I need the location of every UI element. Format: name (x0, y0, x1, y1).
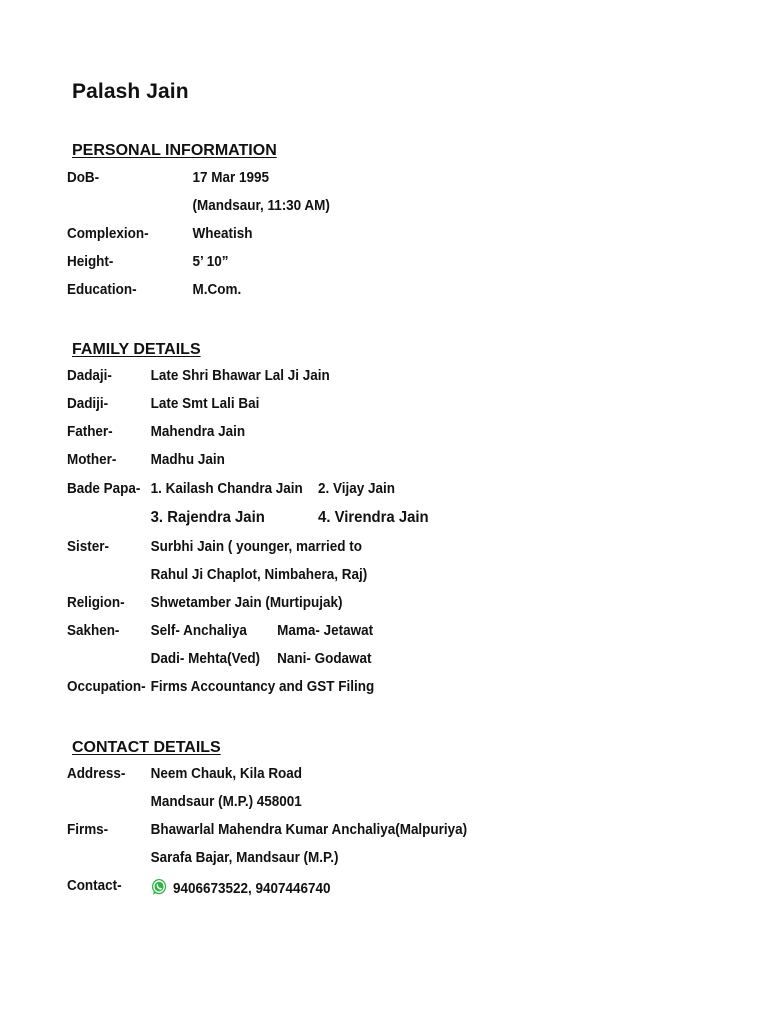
row-value: 1. Kailash Chandra Jain (150, 481, 303, 497)
row-value: Mahendra Jain (150, 424, 246, 440)
whatsapp-icon (151, 878, 168, 896)
row-label: Complexion- (66, 226, 149, 242)
row-value: Surbhi Jain ( younger, married to (150, 539, 362, 555)
contact-details-heading: CONTACT DETAILS (72, 739, 221, 756)
row-label: Address- (66, 766, 126, 782)
row-label: Education- (66, 282, 137, 298)
row-label: Sakhen- (66, 623, 120, 639)
row-label: Dadiji- (66, 396, 109, 412)
row-label: Sister- (66, 539, 109, 555)
row-value: Wheatish (192, 226, 253, 242)
row-value: 3. Rajendra Jain (150, 509, 265, 526)
row-value: Bhawarlal Mahendra Kumar Anchaliya(Malpuriya) (150, 822, 468, 838)
row-label: Contact- (66, 878, 122, 894)
row-value: Firms Accountancy and GST Filing (150, 679, 375, 695)
row-value: Dadi- Mehta(Ved) (150, 651, 261, 667)
row-label: Dadaji- (66, 368, 112, 384)
row-label: Height- (66, 254, 114, 270)
row-value: 5’ 10” (192, 254, 229, 270)
row-value: Late Smt Lali Bai (150, 396, 260, 412)
contact-phone-numbers: 9406673522, 9407446740 (172, 881, 331, 897)
row-label: Mother- (66, 452, 117, 468)
row-value-secondary: 4. Virendra Jain (318, 509, 429, 526)
person-name: Palash Jain (72, 80, 189, 103)
row-value-secondary: Nani- Godawat (277, 651, 372, 667)
row-value: Neem Chauk, Kila Road (150, 766, 303, 782)
row-value: M.Com. (192, 282, 242, 298)
row-label: Bade Papa- (66, 481, 141, 497)
row-value-secondary: Mama- Jetawat (277, 623, 374, 639)
row-value: Sarafa Bajar, Mandsaur (M.P.) (150, 850, 339, 866)
row-value: Madhu Jain (150, 452, 225, 468)
row-label: Father- (66, 424, 113, 440)
phone-value-group (151, 878, 331, 897)
row-value: 17 Mar 1995 (192, 170, 269, 186)
row-label: DoB- (66, 170, 100, 186)
row-value: Late Shri Bhawar Lal Ji Jain (150, 368, 330, 384)
row-value-secondary: 2. Vijay Jain (318, 481, 396, 497)
row-value: Rahul Ji Chaplot, Nimbahera, Raj) (150, 567, 368, 583)
row-value: Self- Anchaliya (150, 623, 247, 639)
row-value: Shwetamber Jain (Murtipujak) (150, 595, 343, 611)
family-details-heading: FAMILY DETAILS (72, 341, 201, 358)
row-value: (Mandsaur, 11:30 AM) (192, 198, 330, 214)
personal-info-heading: PERSONAL INFORMATION (72, 142, 277, 159)
row-label: Religion- (66, 595, 125, 611)
row-value: Mandsaur (M.P.) 458001 (150, 794, 302, 810)
row-label: Firms- (66, 822, 109, 838)
row-label: Occupation- (66, 679, 146, 695)
